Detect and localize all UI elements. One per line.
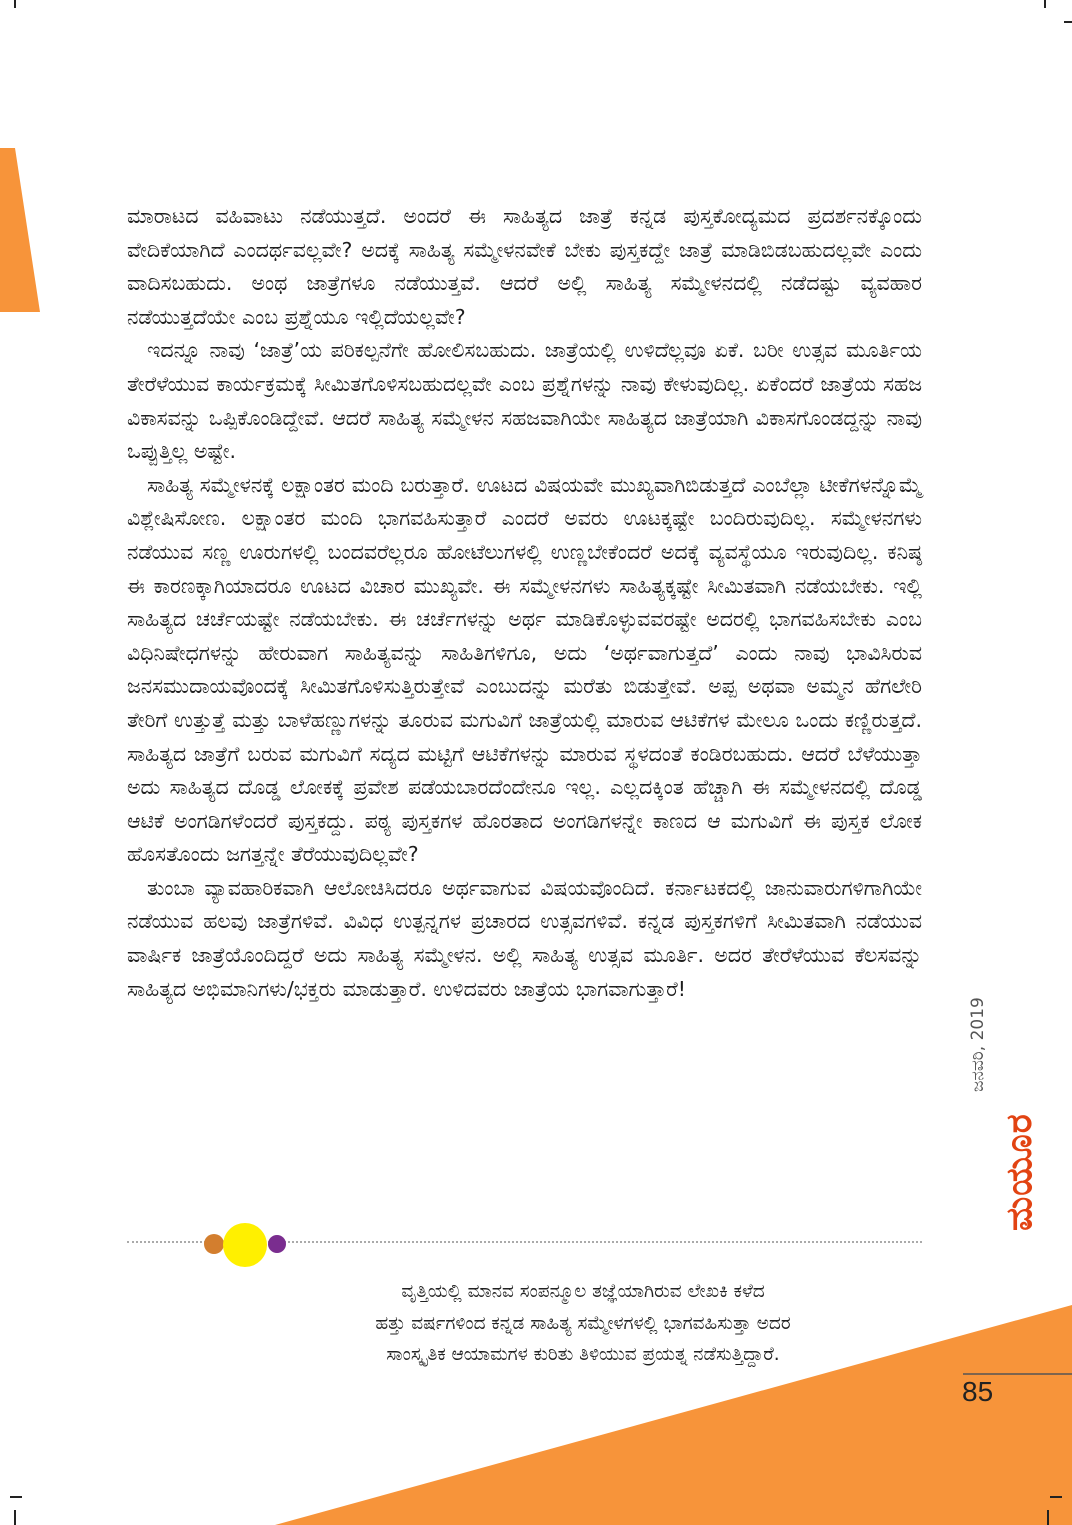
orange-triangle-left	[0, 148, 40, 312]
article-body	[127, 200, 922, 1006]
decorative-dot-yellow	[223, 1223, 267, 1267]
article-paragraph: ತುಂಬಾ ವ್ಯಾವಹಾರಿಕವಾಗಿ ಆಲೋಚಿಸಿದರೂ ಅರ್ಥವಾಗುವ ವಿಷಯವೊಂದಿದೆ. ಕರ್ನಾಟಕದಲ್ಲಿ ಜಾನುವಾರುಗಳಿಗಾಗಿಯೇ ನಡೆಯುವ ಹಲವು ಜಾತ್ರೆಗಳಿವೆ. ವಿವಿಧ ಉತ್ಪನ್ನಗಳ ಪ್ರಚಾರದ ಉತ್ಸವಗಳಿವೆ. ಕನ್ನಡ ಪುಸ್ತಕಗಳಿಗೆ ಸೀಮಿತವಾಗಿ ನಡೆಯುವ ವಾರ್ಷಿಕ ಜಾತ್ರೆಯೊಂದಿದ್ದರೆ ಅದು ಸಾಹಿತ್ಯ ಸಮ್ಮೇಳನ. ಅಲ್ಲಿ ಸಾಹಿತ್ಯ ಉತ್ಸವ ಮೂರ್ತಿ. ಅದರ ತೇರೆಳೆಯುವ ಕೆಲಸವನ್ನು ಸಾಹಿತ್ಯದ ಅಭಿಮಾನಿಗಳು/ಭಕ್ತರು ಮಾಡುತ್ತಾರೆ. ಉಳಿದವರು ಜಾತ್ರೆಯ ಭಾಗವಾಗುತ್ತಾರೆ!	[127, 875, 922, 1001]
author-bio-line: ವೃತ್ತಿಯಲ್ಲಿ ಮಾನವ ಸಂಪನ್ಮೂಲ ತಜ್ಞೆಯಾಗಿರುವ ಲೇಖಕಿ ಕಳೆದ	[401, 1281, 765, 1302]
issue-date: ಜನವರಿ, 2019	[968, 997, 988, 1092]
article-paragraph: ಸಾಹಿತ್ಯ ಸಮ್ಮೇಳನಕ್ಕೆ ಲಕ್ಷಾಂತರ ಮಂದಿ ಬರುತ್ತಾರೆ. ಊಟದ ವಿಷಯವೇ ಮುಖ್ಯವಾಗಿಬಿಡುತ್ತದೆ ಎಂಬೆಲ್ಲಾ ಟೀಕೆಗಳನ್ನೊಮ್ಮೆ ವಿಶ್ಲೇಷಿಸೋಣ. ಲಕ್ಷಾಂತರ ಮಂದಿ ಭಾಗವಹಿಸುತ್ತಾರೆ ಎಂದರೆ ಅವರು ಊಟಕ್ಕಷ್ಟೇ ಬಂದಿರುವುದಿಲ್ಲ. ಸಮ್ಮೇಳನಗಳು ನಡೆಯುವ ಸಣ್ಣ ಊರುಗಳಲ್ಲಿ ಬಂದವರೆಲ್ಲರೂ ಹೋಟೆಲುಗಳಲ್ಲಿ ಉಣ್ಣಬೇಕೆಂದರೆ ಅದಕ್ಕೆ ವ್ಯವಸ್ಥೆಯೂ ಇರುವುದಿಲ್ಲ. ಕನಿಷ್ಠ ಈ ಕಾರಣಕ್ಕಾಗಿಯಾದರೂ ಊಟದ ವಿಚಾರ ಮುಖ್ಯವೇ. ಈ ಸಮ್ಮೇಳನಗಳು ಸಾಹಿತ್ಯಕ್ಕಷ್ಟೇ ಸೀಮಿತವಾಗಿ ನಡೆಯಬೇಕು. ಇಲ್ಲಿ ಸಾಹಿತ್ಯದ ಚರ್ಚೆಯಷ್ಟೇ ನಡೆಯಬೇಕು. ಈ ಚರ್ಚೆಗಳನ್ನು ಅರ್ಥ ಮಾಡಿಕೊಳ್ಳುವವರಷ್ಟೇ ಅದರಲ್ಲಿ ಭಾಗವಹಿಸಬೇಕು ಎಂಬ ವಿಧಿನಿಷೇಧಗಳನ್ನು ಹೇರುವಾಗ ಸಾಹಿತ್ಯವನ್ನು ಸಾಹಿತಿಗಳಿಗೂ, ಅದು ‘ಅರ್ಥವಾಗುತ್ತದೆ’ ಎಂದು ನಾವು ಭಾವಿಸಿರುವ ಜನಸಮುದಾಯವೊಂದಕ್ಕೆ ಸೀಮಿತಗೊಳಿಸುತ್ತಿರುತ್ತೇವೆ ಎಂಬುದನ್ನು ಮರೆತು ಬಿಡುತ್ತೇವೆ. ಅಪ್ಪ ಅಥವಾ ಅಮ್ಮನ ಹೆಗಲೇರಿ ತೇರಿಗೆ ಉತ್ತುತ್ತೆ ಮತ್ತು ಬಾಳೆಹಣ್ಣುಗಳನ್ನು ತೂರುವ ಮಗುವಿಗೆ ಜಾತ್ರೆಯಲ್ಲಿ ಮಾರುವ ಆಟಿಕೆಗಳ ಮೇಲೂ ಒಂದು ಕಣ್ಣಿರುತ್ತದೆ. ಸಾಹಿತ್ಯದ ಜಾತ್ರೆಗೆ ಬರುವ ಮಗುವಿಗೆ ಸದ್ಯದ ಮಟ್ಟಿಗೆ ಆಟಿಕೆಗಳನ್ನು ಮಾರುವ ಸ್ಥಳದಂತೆ ಕಂಡಿರಬಹುದು. ಆದರೆ ಬೆಳೆಯುತ್ತಾ ಅದು ಸಾಹಿತ್ಯದ ದೊಡ್ಡ ಲೋಕಕ್ಕೆ ಪ್ರವೇಶ ಪಡೆಯಬಾರದೆಂದೇನೂ ಇಲ್ಲ. ಎಲ್ಲದಕ್ಕಿಂತ ಹೆಚ್ಚಾಗಿ ಈ ಸಮ್ಮೇಳನದಲ್ಲಿ ದೊಡ್ಡ ಆಟಿಕೆ ಅಂಗಡಿಗಳೆಂದರೆ ಪುಸ್ತಕದ್ದು. ಪಠ್ಯ ಪುಸ್ತಕಗಳ ಹೊರತಾದ ಅಂಗಡಿಗಳನ್ನೇ ಕಾಣದ ಆ ಮಗುವಿಗೆ ಈ ಪುಸ್ತಕ ಲೋಕ ಹೊಸತೊಂದು ಜಗತ್ತನ್ನೇ ತೆರೆಯುವುದಿಲ್ಲವೇ?	[127, 472, 922, 867]
author-bio	[283, 1276, 883, 1371]
page-number: 85	[962, 1376, 994, 1407]
decorative-dot-purple	[268, 1235, 286, 1253]
author-bio-line: ಸಾಂಸ್ಕೃತಿಕ ಆಯಾಮಗಳ ಕುರಿತು ತಿಳಿಯುವ ಪ್ರಯತ್ನ ನಡೆಸುತ್ತಿದ್ದಾರೆ.	[386, 1344, 780, 1365]
article-paragraph: ಮಾರಾಟದ ವಹಿವಾಟು ನಡೆಯುತ್ತದೆ. ಅಂದರೆ ಈ ಸಾಹಿತ್ಯದ ಜಾತ್ರೆ ಕನ್ನಡ ಪುಸ್ತಕೋದ್ಯಮದ ಪ್ರದರ್ಶನಕ್ಕೊಂದು ವೇದಿಕೆಯಾಗಿದೆ ಎಂದರ್ಥವಲ್ಲವೇ? ಅದಕ್ಕೆ ಸಾಹಿತ್ಯ ಸಮ್ಮೇಳನವೇಕೆ ಬೇಕು ಪುಸ್ತಕದ್ದೇ ಜಾತ್ರೆ ಮಾಡಿಬಿಡಬಹುದಲ್ಲವೇ ಎಂದು ವಾದಿಸಬಹುದು. ಅಂಥ ಜಾತ್ರೆಗಳೂ ನಡೆಯುತ್ತವೆ. ಆದರೆ ಅಲ್ಲಿ ಸಾಹಿತ್ಯ ಸಮ್ಮೇಳನದಲ್ಲಿ ನಡೆದಷ್ಟು ವ್ಯವಹಾರ ನಡೆಯುತ್ತದೆಯೇ ಎಂಬ ಪ್ರಶ್ನೆಯೂ ಇಲ್ಲಿದೆಯಲ್ಲವೇ?	[127, 204, 922, 329]
magazine-logo: ಮಯೂರ	[999, 1113, 1040, 1231]
decorative-dot-orange	[204, 1234, 224, 1254]
author-bio-line: ಹತ್ತು ವರ್ಷಗಳಿಂದ ಕನ್ನಡ ಸಾಹಿತ್ಯ ಸಮ್ಮೇಳಗಳಲ್ಲಿ ಭಾಗವಹಿಸುತ್ತಾ ಅದರ	[375, 1312, 791, 1334]
article-paragraph: ಇದನ್ನೂ ನಾವು ‘ಜಾತ್ರೆ’ಯ ಪರಿಕಲ್ಪನೆಗೇ ಹೋಲಿಸಬಹುದು. ಜಾತ್ರೆಯಲ್ಲಿ ಉಳಿದೆಲ್ಲವೂ ಏಕೆ. ಬರೀ ಉತ್ಸವ ಮೂರ್ತಿಯ ತೇರೆಳೆಯುವ ಕಾರ್ಯಕ್ರಮಕ್ಕೆ ಸೀಮಿತಗೊಳಿಸಬಹುದಲ್ಲವೇ ಎಂಬ ಪ್ರಶ್ನೆಗಳನ್ನು ನಾವು ಕೇಳುವುದಿಲ್ಲ. ಏಕೆಂದರೆ ಜಾತ್ರೆಯ ಸಹಜ ವಿಕಾಸವನ್ನು ಒಪ್ಪಿಕೊಂಡಿದ್ದೇವೆ. ಆದರೆ ಸಾಹಿತ್ಯ ಸಮ್ಮೇಳನ ಸಹಜವಾಗಿಯೇ ಸಾಹಿತ್ಯದ ಜಾತ್ರೆಯಾಗಿ ವಿಕಾಸಗೊಂಡದ್ದನ್ನು ನಾವು ಒಪ್ಪುತ್ತಿಲ್ಲ ಅಷ್ಟೇ.	[127, 338, 922, 464]
